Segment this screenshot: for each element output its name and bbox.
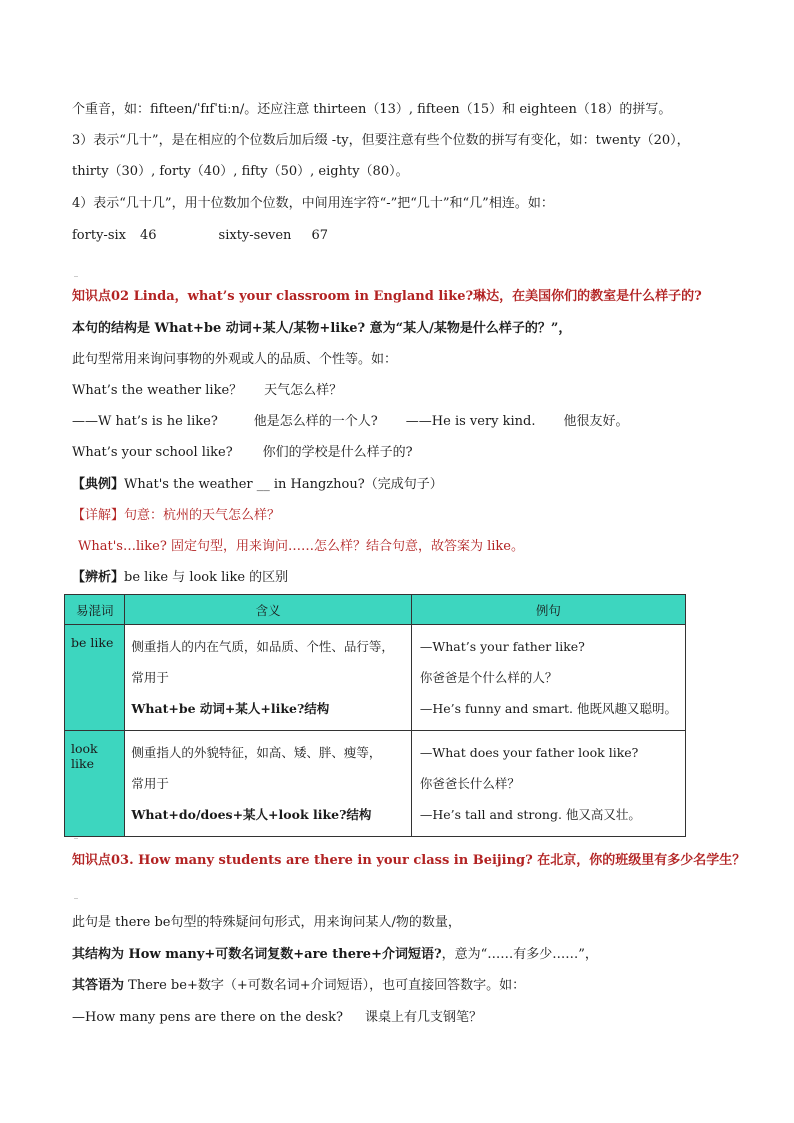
example-cn: 天气怎么样？ <box>264 383 343 398</box>
point2-example-2 <box>72 413 629 431</box>
number-examples <box>72 227 328 245</box>
table-header-row <box>65 595 686 625</box>
meaning-line: 侧重指人的外貌特征，如高、矮、胖、瘦等， <box>131 745 382 760</box>
header-term: 易混词 <box>65 595 125 625</box>
paragraph-mark <box>74 898 78 899</box>
point3-line-2 <box>72 946 598 964</box>
point3-example <box>72 1009 482 1027</box>
term-cell: look like <box>65 731 125 837</box>
point2-example-1 <box>72 382 342 400</box>
structure-meaning: ，意为“……有多少……”， <box>441 947 598 962</box>
analysis <box>72 569 288 587</box>
intro-line-4: 4）表示“几十几”，用十位数加个位数，中间用连字符“-”把“几十”和“几”相连。如： <box>72 196 554 211</box>
paragraph-mark <box>74 838 78 839</box>
meaning-line: 侧重指人的内在气质，如品质、个性、品行等， <box>131 639 394 654</box>
example-en: —How many pens are there on the desk? <box>72 1010 343 1025</box>
structure-text: 其结构为 How many+可数名词复数+are there+介词短语? <box>72 947 442 962</box>
intro-line-2: 3）表示“几十”，是在相应的个位数后加后缀 -ty，但要注意有些个位数的拼写有变化，如：twenty（20）， <box>72 133 690 148</box>
point2-example-3 <box>72 444 413 462</box>
intro-line-3: thirty（30）, forty（40）, fifty（50）, eighty（80）。 <box>72 164 409 179</box>
point2-usage: 此句型常用来询问事物的外观或人的品质、个性等。如： <box>72 352 398 367</box>
typical-text: What's the weather __ in Hangzhou?（完成句子） <box>124 477 443 492</box>
typical-example <box>72 476 443 494</box>
table-row <box>65 731 686 837</box>
example-cell <box>411 625 685 731</box>
analysis-text: be like 与 look like 的区别 <box>124 570 289 585</box>
table-row <box>65 625 686 731</box>
point2-structure: 本句的结构是 What+be 动词+某人/某物+like? 意为“某人/某物是什么样子的？”， <box>72 321 572 336</box>
example-line: —He’s tall and strong. 他又高又壮。 <box>419 807 641 822</box>
answer-text: There be+数字（+可数名词+介词短语），也可直接回答数字。如： <box>124 978 526 993</box>
detail-explanation <box>72 507 280 525</box>
point3-title: 知识点03. How many students are there in your class in Beijing? 在北京，你的班级里有多少名学生？ <box>72 853 746 868</box>
example-cell <box>411 731 685 837</box>
paragraph-mark <box>74 276 78 277</box>
example-line: —What’s your father like? <box>419 639 585 654</box>
detail-text: 句意：杭州的天气怎么样？ <box>124 508 281 523</box>
typical-tag: 【典例】 <box>72 477 125 492</box>
point2-title: 知识点02 Linda，what’s your classroom in England like?琳达，在美国你们的教室是什么样子的? <box>72 289 702 304</box>
header-meaning: 含义 <box>125 595 411 625</box>
example-b-number: 67 <box>311 228 328 243</box>
example-cn: 课桌上有几支钢笔？ <box>364 1010 482 1025</box>
meaning-line: What+be 动词+某人+like?结构 <box>131 701 330 716</box>
meaning-cell <box>125 625 411 731</box>
example-a: forty-six <box>72 228 126 243</box>
meaning-line: 常用于 <box>131 670 169 685</box>
point3-line-3 <box>72 977 525 995</box>
meaning-line: 常用于 <box>131 776 169 791</box>
example-cn: 你们的学校是什么样子的? <box>262 445 413 460</box>
example-cn: 他是怎么样的一个人? <box>253 414 378 429</box>
example-line: 你爸爸长什么样？ <box>419 776 520 791</box>
example-b: sixty-seven <box>218 228 292 243</box>
detail-tag: 【详解】 <box>72 508 125 523</box>
example-line: —He’s funny and smart. 他既风趣又聪明。 <box>419 701 677 716</box>
example-en: What’s the weather like？ <box>72 383 243 398</box>
answer-label: 其答语为 <box>72 978 125 993</box>
point3-line-1: 此句是 there be句型的特殊疑问句形式，用来询问某人/物的数量， <box>72 915 461 930</box>
analysis-tag: 【辨析】 <box>72 570 125 585</box>
intro-line-1: 个重音，如：fifteen/ˈfɪfˈtiːn/。还应注意 thirteen（13）, fifteen（15）和 eighteen（18）的拼写。 <box>72 102 672 117</box>
example-a-number: 46 <box>139 228 157 243</box>
example-en: ——He is very kind. <box>405 414 536 429</box>
answer-explanation: What's…like? 固定句型，用来询问……怎么样？结合句意，故答案为 like。 <box>78 539 524 554</box>
term-cell: be like <box>65 625 125 731</box>
example-cn: 他很友好。 <box>563 414 629 429</box>
meaning-cell <box>125 731 411 837</box>
header-example: 例句 <box>411 595 685 625</box>
example-en: What’s your school like? <box>72 445 233 460</box>
meaning-line: What+do/does+某人+look like?结构 <box>131 807 372 822</box>
example-line: —What does your father look like? <box>419 745 639 760</box>
example-line: 你爸爸是个什么样的人？ <box>419 670 558 685</box>
example-en: ——W hat’s is he like? <box>72 414 218 429</box>
comparison-table <box>64 594 686 837</box>
